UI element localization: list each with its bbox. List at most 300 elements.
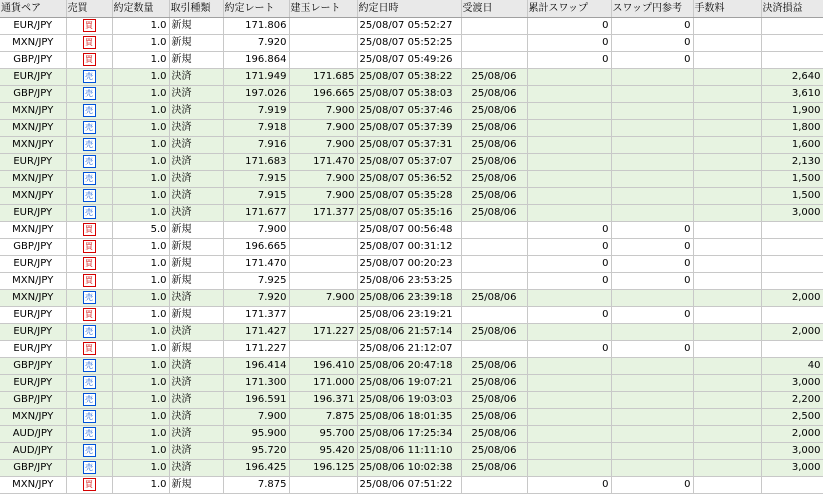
col-header-rate[interactable]: 約定レート bbox=[223, 0, 289, 18]
cell-pair: MXN/JPY bbox=[0, 137, 66, 154]
cell-swap-ref: 0 bbox=[611, 222, 693, 239]
cell-open-rate bbox=[289, 239, 357, 256]
cell-delivery: 25/08/06 bbox=[461, 154, 527, 171]
cell-pnl: 2,130 bbox=[761, 154, 823, 171]
sell-badge: 売 bbox=[83, 189, 96, 202]
cell-type: 新規 bbox=[169, 52, 223, 69]
table-row[interactable] bbox=[0, 205, 823, 222]
col-header-qty[interactable]: 約定数量 bbox=[112, 0, 169, 18]
cell-swap-ref: 0 bbox=[611, 477, 693, 494]
cell-open-rate bbox=[289, 341, 357, 358]
cell-swap-ref: 0 bbox=[611, 239, 693, 256]
cell-open-rate bbox=[289, 273, 357, 290]
cell-pair: GBP/JPY bbox=[0, 358, 66, 375]
cell-swap bbox=[527, 137, 611, 154]
cell-pnl bbox=[761, 35, 823, 52]
cell-datetime: 25/08/06 23:19:21 bbox=[357, 307, 461, 324]
cell-swap bbox=[527, 171, 611, 188]
cell-delivery: 25/08/06 bbox=[461, 443, 527, 460]
table-row[interactable] bbox=[0, 290, 823, 307]
cell-open-rate: 7.900 bbox=[289, 103, 357, 120]
cell-rate: 196.864 bbox=[223, 52, 289, 69]
table-row[interactable] bbox=[0, 86, 823, 103]
cell-delivery bbox=[461, 256, 527, 273]
table-row[interactable] bbox=[0, 358, 823, 375]
cell-open-rate: 95.700 bbox=[289, 426, 357, 443]
col-header-swap-ref[interactable]: スワップ円参考 bbox=[611, 0, 693, 18]
cell-fee bbox=[693, 426, 761, 443]
table-row[interactable] bbox=[0, 307, 823, 324]
buy-badge: 買 bbox=[83, 257, 96, 270]
cell-open-rate: 7.875 bbox=[289, 409, 357, 426]
col-header-delivery[interactable]: 受渡日 bbox=[461, 0, 527, 18]
cell-pair: GBP/JPY bbox=[0, 460, 66, 477]
cell-side bbox=[66, 239, 112, 256]
cell-swap: 0 bbox=[527, 239, 611, 256]
cell-delivery bbox=[461, 222, 527, 239]
cell-type: 決済 bbox=[169, 103, 223, 120]
cell-qty: 1.0 bbox=[112, 171, 169, 188]
sell-badge: 売 bbox=[83, 376, 96, 389]
cell-type: 決済 bbox=[169, 69, 223, 86]
cell-swap-ref bbox=[611, 375, 693, 392]
cell-qty: 1.0 bbox=[112, 307, 169, 324]
table-row[interactable] bbox=[0, 35, 823, 52]
cell-datetime: 25/08/07 00:56:48 bbox=[357, 222, 461, 239]
cell-pnl: 1,900 bbox=[761, 103, 823, 120]
sell-badge: 売 bbox=[83, 461, 96, 474]
cell-rate: 7.918 bbox=[223, 120, 289, 137]
cell-type: 決済 bbox=[169, 443, 223, 460]
cell-pair: MXN/JPY bbox=[0, 35, 66, 52]
col-header-pnl[interactable]: 決済損益 bbox=[761, 0, 823, 18]
cell-delivery bbox=[461, 35, 527, 52]
cell-type: 決済 bbox=[169, 188, 223, 205]
table-row[interactable] bbox=[0, 18, 823, 35]
cell-pair: EUR/JPY bbox=[0, 307, 66, 324]
cell-side bbox=[66, 426, 112, 443]
cell-pnl: 2,500 bbox=[761, 409, 823, 426]
cell-datetime: 25/08/07 05:52:25 bbox=[357, 35, 461, 52]
cell-swap-ref bbox=[611, 392, 693, 409]
buy-badge: 買 bbox=[83, 240, 96, 253]
table-row[interactable] bbox=[0, 460, 823, 477]
cell-pnl: 3,610 bbox=[761, 86, 823, 103]
cell-type: 決済 bbox=[169, 375, 223, 392]
cell-swap bbox=[527, 460, 611, 477]
cell-rate: 171.806 bbox=[223, 18, 289, 35]
cell-open-rate: 7.900 bbox=[289, 137, 357, 154]
cell-datetime: 25/08/06 19:07:21 bbox=[357, 375, 461, 392]
cell-pair: MXN/JPY bbox=[0, 477, 66, 494]
cell-rate: 7.875 bbox=[223, 477, 289, 494]
cell-pnl: 40 bbox=[761, 358, 823, 375]
cell-pnl: 3,000 bbox=[761, 443, 823, 460]
cell-swap-ref: 0 bbox=[611, 341, 693, 358]
sell-badge: 売 bbox=[83, 104, 96, 117]
cell-fee bbox=[693, 477, 761, 494]
cell-side bbox=[66, 154, 112, 171]
table-row[interactable] bbox=[0, 120, 823, 137]
cell-swap: 0 bbox=[527, 222, 611, 239]
table-row[interactable] bbox=[0, 188, 823, 205]
cell-datetime: 25/08/06 07:51:22 bbox=[357, 477, 461, 494]
cell-pair: EUR/JPY bbox=[0, 375, 66, 392]
cell-datetime: 25/08/07 00:31:12 bbox=[357, 239, 461, 256]
cell-type: 新規 bbox=[169, 222, 223, 239]
cell-side bbox=[66, 137, 112, 154]
cell-datetime: 25/08/06 21:12:07 bbox=[357, 341, 461, 358]
cell-swap: 0 bbox=[527, 256, 611, 273]
cell-fee bbox=[693, 392, 761, 409]
cell-swap bbox=[527, 188, 611, 205]
cell-open-rate: 171.685 bbox=[289, 69, 357, 86]
cell-datetime: 25/08/07 05:49:26 bbox=[357, 52, 461, 69]
cell-swap-ref bbox=[611, 426, 693, 443]
cell-swap: 0 bbox=[527, 273, 611, 290]
cell-type: 新規 bbox=[169, 256, 223, 273]
buy-badge: 買 bbox=[83, 308, 96, 321]
col-header-fee[interactable]: 手数料 bbox=[693, 0, 761, 18]
cell-rate: 7.900 bbox=[223, 222, 289, 239]
cell-delivery bbox=[461, 52, 527, 69]
cell-qty: 1.0 bbox=[112, 460, 169, 477]
cell-fee bbox=[693, 103, 761, 120]
cell-fee bbox=[693, 409, 761, 426]
cell-swap: 0 bbox=[527, 35, 611, 52]
cell-type: 決済 bbox=[169, 324, 223, 341]
cell-swap-ref bbox=[611, 443, 693, 460]
cell-side bbox=[66, 341, 112, 358]
cell-swap-ref: 0 bbox=[611, 307, 693, 324]
cell-rate: 7.915 bbox=[223, 171, 289, 188]
cell-open-rate bbox=[289, 222, 357, 239]
col-header-open-rate[interactable]: 建玉レート bbox=[289, 0, 357, 18]
cell-swap-ref bbox=[611, 409, 693, 426]
cell-rate: 7.915 bbox=[223, 188, 289, 205]
cell-pnl: 2,200 bbox=[761, 392, 823, 409]
cell-open-rate bbox=[289, 52, 357, 69]
cell-delivery bbox=[461, 18, 527, 35]
cell-type: 決済 bbox=[169, 137, 223, 154]
header-row bbox=[0, 0, 823, 18]
cell-side bbox=[66, 35, 112, 52]
cell-swap: 0 bbox=[527, 52, 611, 69]
cell-qty: 1.0 bbox=[112, 120, 169, 137]
cell-rate: 171.427 bbox=[223, 324, 289, 341]
table-row[interactable] bbox=[0, 222, 823, 239]
cell-fee bbox=[693, 171, 761, 188]
cell-side bbox=[66, 188, 112, 205]
cell-pnl bbox=[761, 341, 823, 358]
cell-fee bbox=[693, 188, 761, 205]
cell-swap bbox=[527, 290, 611, 307]
cell-rate: 197.026 bbox=[223, 86, 289, 103]
cell-open-rate: 171.227 bbox=[289, 324, 357, 341]
cell-swap-ref bbox=[611, 137, 693, 154]
sell-badge: 売 bbox=[83, 172, 96, 185]
cell-side bbox=[66, 52, 112, 69]
col-header-type[interactable]: 取引種類 bbox=[169, 0, 223, 18]
table-row[interactable] bbox=[0, 477, 823, 494]
cell-open-rate: 196.371 bbox=[289, 392, 357, 409]
cell-type: 決済 bbox=[169, 154, 223, 171]
table-row[interactable] bbox=[0, 273, 823, 290]
cell-pair: EUR/JPY bbox=[0, 256, 66, 273]
cell-rate: 171.377 bbox=[223, 307, 289, 324]
cell-qty: 1.0 bbox=[112, 18, 169, 35]
cell-pair: GBP/JPY bbox=[0, 52, 66, 69]
cell-type: 決済 bbox=[169, 426, 223, 443]
cell-open-rate bbox=[289, 477, 357, 494]
cell-swap-ref bbox=[611, 358, 693, 375]
cell-type: 決済 bbox=[169, 358, 223, 375]
cell-side bbox=[66, 120, 112, 137]
cell-qty: 1.0 bbox=[112, 137, 169, 154]
table-row[interactable] bbox=[0, 426, 823, 443]
cell-delivery: 25/08/06 bbox=[461, 205, 527, 222]
cell-type: 新規 bbox=[169, 18, 223, 35]
cell-datetime: 25/08/07 05:38:22 bbox=[357, 69, 461, 86]
cell-pnl bbox=[761, 52, 823, 69]
cell-swap-ref: 0 bbox=[611, 256, 693, 273]
table-row[interactable] bbox=[0, 409, 823, 426]
cell-rate: 171.949 bbox=[223, 69, 289, 86]
cell-pair: GBP/JPY bbox=[0, 392, 66, 409]
cell-fee bbox=[693, 52, 761, 69]
col-header-datetime[interactable]: 約定日時 bbox=[357, 0, 461, 18]
cell-pair: AUD/JPY bbox=[0, 426, 66, 443]
cell-qty: 1.0 bbox=[112, 239, 169, 256]
cell-type: 決済 bbox=[169, 205, 223, 222]
buy-badge: 買 bbox=[83, 19, 96, 32]
table-row[interactable] bbox=[0, 443, 823, 460]
cell-pnl: 1,500 bbox=[761, 171, 823, 188]
cell-qty: 1.0 bbox=[112, 35, 169, 52]
table-row[interactable] bbox=[0, 341, 823, 358]
cell-side bbox=[66, 409, 112, 426]
cell-side bbox=[66, 443, 112, 460]
cell-pair: EUR/JPY bbox=[0, 154, 66, 171]
cell-delivery: 25/08/06 bbox=[461, 324, 527, 341]
cell-swap bbox=[527, 443, 611, 460]
col-header-side[interactable]: 売買 bbox=[66, 0, 112, 18]
cell-open-rate: 7.900 bbox=[289, 290, 357, 307]
cell-side bbox=[66, 18, 112, 35]
buy-badge: 買 bbox=[83, 53, 96, 66]
cell-side bbox=[66, 392, 112, 409]
cell-swap-ref bbox=[611, 103, 693, 120]
cell-pnl: 2,640 bbox=[761, 69, 823, 86]
cell-fee bbox=[693, 341, 761, 358]
cell-side bbox=[66, 290, 112, 307]
cell-qty: 5.0 bbox=[112, 222, 169, 239]
sell-badge: 売 bbox=[83, 291, 96, 304]
cell-type: 新規 bbox=[169, 477, 223, 494]
cell-open-rate: 7.900 bbox=[289, 171, 357, 188]
cell-type: 新規 bbox=[169, 35, 223, 52]
cell-rate: 196.414 bbox=[223, 358, 289, 375]
cell-side bbox=[66, 358, 112, 375]
cell-pair: EUR/JPY bbox=[0, 69, 66, 86]
cell-type: 新規 bbox=[169, 239, 223, 256]
cell-qty: 1.0 bbox=[112, 375, 169, 392]
cell-qty: 1.0 bbox=[112, 103, 169, 120]
cell-pnl bbox=[761, 239, 823, 256]
cell-qty: 1.0 bbox=[112, 86, 169, 103]
cell-swap bbox=[527, 154, 611, 171]
cell-side bbox=[66, 460, 112, 477]
cell-delivery: 25/08/06 bbox=[461, 392, 527, 409]
cell-pair: EUR/JPY bbox=[0, 205, 66, 222]
cell-type: 決済 bbox=[169, 290, 223, 307]
cell-datetime: 25/08/06 18:01:35 bbox=[357, 409, 461, 426]
cell-swap bbox=[527, 358, 611, 375]
table-row[interactable] bbox=[0, 137, 823, 154]
cell-swap bbox=[527, 205, 611, 222]
cell-fee bbox=[693, 290, 761, 307]
cell-delivery bbox=[461, 273, 527, 290]
cell-swap-ref: 0 bbox=[611, 35, 693, 52]
cell-fee bbox=[693, 120, 761, 137]
cell-pnl: 2,000 bbox=[761, 324, 823, 341]
cell-delivery: 25/08/06 bbox=[461, 171, 527, 188]
cell-rate: 7.919 bbox=[223, 103, 289, 120]
cell-pnl bbox=[761, 18, 823, 35]
sell-badge: 売 bbox=[83, 206, 96, 219]
buy-badge: 買 bbox=[83, 223, 96, 236]
table-row[interactable] bbox=[0, 69, 823, 86]
cell-datetime: 25/08/06 21:57:14 bbox=[357, 324, 461, 341]
table-row[interactable] bbox=[0, 171, 823, 188]
cell-pair: MXN/JPY bbox=[0, 103, 66, 120]
cell-swap-ref: 0 bbox=[611, 18, 693, 35]
cell-pnl bbox=[761, 222, 823, 239]
cell-datetime: 25/08/07 05:38:03 bbox=[357, 86, 461, 103]
cell-side bbox=[66, 69, 112, 86]
cell-rate: 196.591 bbox=[223, 392, 289, 409]
cell-swap-ref bbox=[611, 290, 693, 307]
sell-badge: 売 bbox=[83, 325, 96, 338]
cell-pair: GBP/JPY bbox=[0, 239, 66, 256]
cell-swap-ref: 0 bbox=[611, 273, 693, 290]
cell-qty: 1.0 bbox=[112, 52, 169, 69]
table-row[interactable] bbox=[0, 256, 823, 273]
cell-delivery: 25/08/06 bbox=[461, 460, 527, 477]
cell-side bbox=[66, 477, 112, 494]
cell-delivery: 25/08/06 bbox=[461, 358, 527, 375]
cell-pair: MXN/JPY bbox=[0, 273, 66, 290]
cell-pair: MXN/JPY bbox=[0, 120, 66, 137]
cell-fee bbox=[693, 137, 761, 154]
cell-pair: EUR/JPY bbox=[0, 341, 66, 358]
cell-delivery: 25/08/06 bbox=[461, 137, 527, 154]
cell-fee bbox=[693, 443, 761, 460]
col-header-pair[interactable]: 通貨ペア bbox=[0, 0, 66, 18]
cell-delivery: 25/08/06 bbox=[461, 120, 527, 137]
table-row[interactable] bbox=[0, 392, 823, 409]
cell-fee bbox=[693, 222, 761, 239]
cell-datetime: 25/08/06 19:03:03 bbox=[357, 392, 461, 409]
table-row[interactable] bbox=[0, 324, 823, 341]
cell-swap bbox=[527, 409, 611, 426]
cell-open-rate: 7.900 bbox=[289, 188, 357, 205]
buy-badge: 買 bbox=[83, 342, 96, 355]
cell-delivery: 25/08/06 bbox=[461, 86, 527, 103]
cell-qty: 1.0 bbox=[112, 392, 169, 409]
cell-fee bbox=[693, 86, 761, 103]
cell-rate: 196.425 bbox=[223, 460, 289, 477]
cell-pair: GBP/JPY bbox=[0, 86, 66, 103]
cell-delivery bbox=[461, 477, 527, 494]
cell-pair: MXN/JPY bbox=[0, 171, 66, 188]
cell-side bbox=[66, 103, 112, 120]
cell-pnl: 2,000 bbox=[761, 426, 823, 443]
sell-badge: 売 bbox=[83, 70, 96, 83]
cell-rate: 171.300 bbox=[223, 375, 289, 392]
cell-type: 決済 bbox=[169, 409, 223, 426]
cell-fee bbox=[693, 154, 761, 171]
cell-qty: 1.0 bbox=[112, 341, 169, 358]
cell-open-rate: 196.125 bbox=[289, 460, 357, 477]
cell-swap bbox=[527, 103, 611, 120]
cell-type: 新規 bbox=[169, 307, 223, 324]
cell-rate: 7.920 bbox=[223, 35, 289, 52]
cell-qty: 1.0 bbox=[112, 69, 169, 86]
cell-qty: 1.0 bbox=[112, 205, 169, 222]
cell-fee bbox=[693, 18, 761, 35]
cell-pair: MXN/JPY bbox=[0, 188, 66, 205]
cell-fee bbox=[693, 69, 761, 86]
cell-swap bbox=[527, 426, 611, 443]
cell-type: 決済 bbox=[169, 86, 223, 103]
cell-rate: 95.720 bbox=[223, 443, 289, 460]
cell-datetime: 25/08/06 23:39:18 bbox=[357, 290, 461, 307]
cell-datetime: 25/08/07 05:37:39 bbox=[357, 120, 461, 137]
table-row[interactable] bbox=[0, 375, 823, 392]
cell-fee bbox=[693, 307, 761, 324]
table-row[interactable] bbox=[0, 103, 823, 120]
cell-side bbox=[66, 256, 112, 273]
cell-open-rate bbox=[289, 18, 357, 35]
cell-pair: MXN/JPY bbox=[0, 290, 66, 307]
sell-badge: 売 bbox=[83, 410, 96, 423]
cell-open-rate bbox=[289, 307, 357, 324]
buy-badge: 買 bbox=[83, 36, 96, 49]
cell-side bbox=[66, 375, 112, 392]
cell-delivery: 25/08/06 bbox=[461, 375, 527, 392]
table-row[interactable] bbox=[0, 154, 823, 171]
cell-qty: 1.0 bbox=[112, 154, 169, 171]
buy-badge: 買 bbox=[83, 274, 96, 287]
cell-datetime: 25/08/06 10:02:38 bbox=[357, 460, 461, 477]
cell-pnl: 1,800 bbox=[761, 120, 823, 137]
cell-fee bbox=[693, 239, 761, 256]
cell-side bbox=[66, 222, 112, 239]
cell-swap-ref bbox=[611, 205, 693, 222]
cell-rate: 196.665 bbox=[223, 239, 289, 256]
table-row[interactable] bbox=[0, 239, 823, 256]
table-row[interactable] bbox=[0, 52, 823, 69]
cell-swap: 0 bbox=[527, 341, 611, 358]
col-header-swap[interactable]: 累計スワップ bbox=[527, 0, 611, 18]
cell-fee bbox=[693, 35, 761, 52]
cell-swap-ref bbox=[611, 69, 693, 86]
cell-rate: 7.925 bbox=[223, 273, 289, 290]
cell-pnl: 3,000 bbox=[761, 375, 823, 392]
cell-delivery bbox=[461, 341, 527, 358]
cell-swap: 0 bbox=[527, 307, 611, 324]
